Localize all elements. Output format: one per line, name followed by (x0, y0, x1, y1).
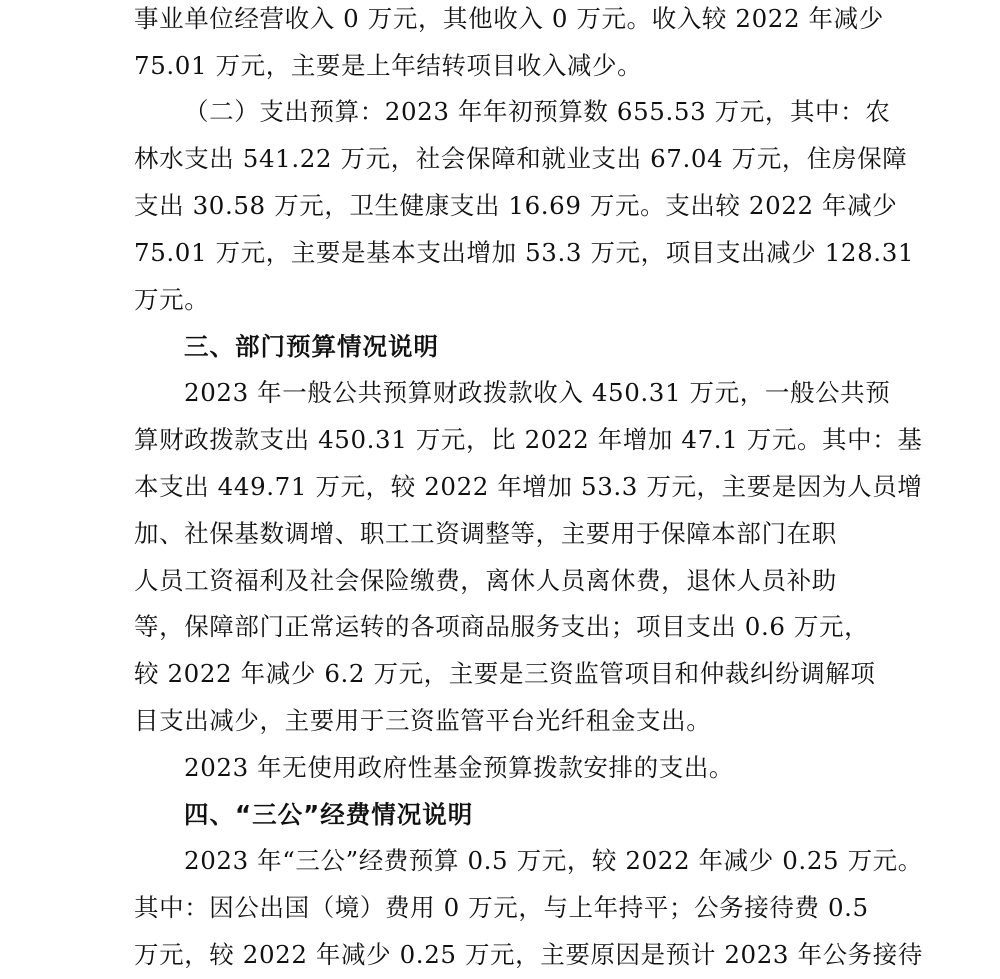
paragraph-line: 算财政拨款支出 450.31 万元，比 2022 年增加 47.1 万元。其中：基 (134, 425, 923, 454)
section-heading: 四、“三公”经费情况说明 (184, 800, 474, 829)
paragraph-line: 万元。 (134, 285, 210, 314)
paragraph-line: 75.01 万元，主要是基本支出增加 53.3 万元，项目支出减少 128.31 (134, 238, 915, 267)
paragraph-line: 2023 年无使用政府性基金预算拨款安排的支出。 (184, 753, 735, 782)
paragraph-line: 加、社保基数调增、职工工资调整等，主要用于保障本部门在职 (134, 519, 837, 548)
paragraph-line: 目支出减少，主要用于三资监管平台光纤租金支出。 (134, 706, 712, 735)
paragraph-line: 人员工资福利及社会保险缴费，离休人员离休费，退休人员补助 (134, 566, 837, 595)
paragraph-line: 本支出 449.71 万元，较 2022 年增加 53.3 万元，主要是因为人员增 (134, 472, 923, 501)
paragraph-line: 林水支出 541.22 万元，社会保障和就业支出 67.04 万元，住房保障 (134, 144, 908, 173)
paragraph-line: 其中：因公出国（境）费用 0 万元，与上年持平；公务接待费 0.5 (134, 893, 869, 922)
section-heading: 三、部门预算情况说明 (184, 332, 439, 361)
paragraph-line: 事业单位经营收入 0 万元，其他收入 0 万元。收入较 2022 年减少 (134, 4, 884, 33)
paragraph-line: 2023 年“三公”经费预算 0.5 万元，较 2022 年减少 0.25 万元。 (184, 846, 923, 875)
paragraph-line: 75.01 万元，主要是上年结转项目收入减少。 (134, 51, 643, 80)
paragraph-line: 支出 30.58 万元，卫生健康支出 16.69 万元。支出较 2022 年减少 (134, 191, 898, 220)
paragraph-line: 等，保障部门正常运转的各项商品服务支出；项目支出 0.6 万元， (134, 612, 870, 641)
paragraph-line: 万元，较 2022 年减少 0.25 万元，主要原因是预计 2023 年公务接待 (134, 940, 923, 969)
paragraph-line: 较 2022 年减少 6.2 万元，主要是三资监管项目和仲裁纠纷调解项 (134, 659, 876, 688)
paragraph-line: （二）支出预算：2023 年年初预算数 655.53 万元，其中：农 (184, 97, 891, 126)
paragraph-line: 2023 年一般公共预算财政拨款收入 450.31 万元，一般公共预 (184, 378, 891, 407)
